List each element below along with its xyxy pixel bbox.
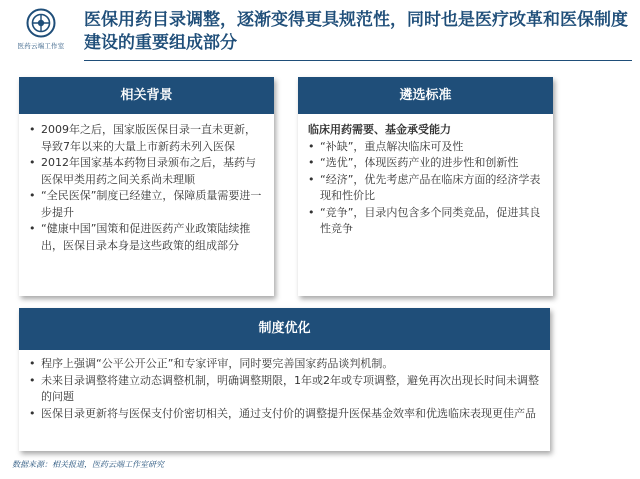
- system-panel-title: 制度优化: [19, 308, 550, 350]
- system-list: [27, 356, 542, 422]
- system-panel-body: [19, 350, 550, 422]
- list-item: • 医保目录更新将与医保支付价密切相关，通过支付价的调整提升医保基金效率和优选临床表现更佳产品: [27, 406, 542, 423]
- list-item: • “补缺”，重点解决临床可及性: [306, 139, 545, 156]
- list-item: • “选优”，体现医药产业的进步性和创新性: [306, 155, 545, 172]
- background-list: [27, 122, 266, 254]
- list-item: • 2012年国家基本药物目录颁布之后，基药与医保甲类用药之间关系尚未理顺: [27, 155, 266, 188]
- list-item: • 程序上强调“公平公开公正”和专家评审，同时要完善国家药品谈判机制。: [27, 356, 542, 373]
- criteria-panel: [298, 77, 553, 296]
- system-optimization-panel: [19, 308, 550, 451]
- list-item: • “竞争”，目录内包含多个同类竞品，促进其良性竞争: [306, 205, 545, 238]
- background-panel-title: 相关背景: [19, 77, 274, 114]
- logo-text: 医药云端工作室: [17, 42, 65, 50]
- list-item: • 未来目录调整将建立动态调整机制，明确调整期限，1年或2年或专项调整，避免再次出现长时间未调整的问题: [27, 373, 542, 406]
- brand-logo: [8, 8, 74, 50]
- background-panel-body: [19, 114, 274, 254]
- data-source-note: 数据来源：相关报道，医药云端工作室研究: [12, 460, 164, 469]
- criteria-panel-body: [298, 114, 553, 238]
- criteria-subheading: 临床用药需要、基金承受能力: [308, 123, 451, 136]
- list-item: • “经济”，优先考虑产品在临床方面的经济学表现和性价比: [306, 172, 545, 205]
- title-divider: [84, 60, 632, 61]
- list-item: • “健康中国”国策和促进医药产业政策陆续推出，医保目录本身是这些政策的组成部分: [27, 221, 266, 254]
- background-panel: [19, 77, 274, 296]
- page-title: 医保用药目录调整，逐渐变得更具规范性，同时也是医疗改革和医保制度建设的重要组成部分: [84, 10, 628, 53]
- criteria-panel-title: 遴选标准: [298, 77, 553, 114]
- criteria-list: [306, 139, 545, 238]
- company-logo-icon: [26, 8, 56, 38]
- list-item: • 2009年之后，国家版医保目录一直未更新，导致7年以来的大量上市新药未列入医保: [27, 122, 266, 155]
- list-item: • “全民医保”制度已经建立，保障质量需要进一步提升: [27, 188, 266, 221]
